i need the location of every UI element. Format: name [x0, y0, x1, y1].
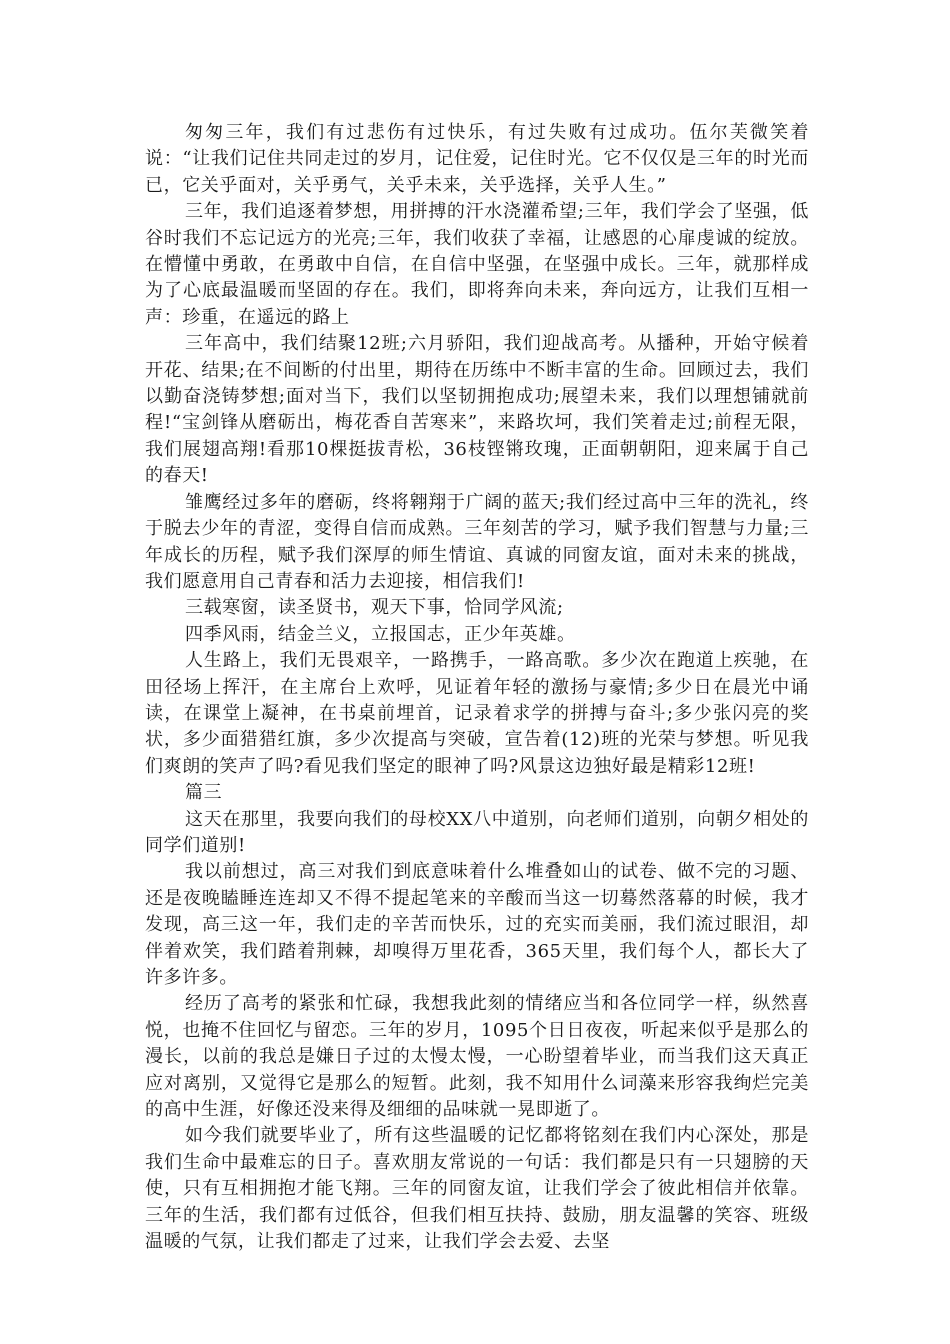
- couplet-line-2: 四季风雨，结金兰义，立报国志，正少年英雄。: [185, 623, 576, 645]
- paragraph-4: 雏鹰经过多年的磨砺，终将翱翔于广阔的蓝天;我们经过高中三年的洗礼，终于脱去少年的青涩，变得自信而成熟。三年刻苦的学习，赋予我们智慧与力量;三年成长的历程，赋予我们深厚的师生情谊、真诚的同窗友谊，面对未来的挑战，我们愿意用自己青春和活力去迎接，相信我们!: [145, 491, 809, 592]
- paragraph-8: 经历了高考的紧张和忙碌，我想我此刻的情绪应当和各位同学一样，纵然喜悦，也掩不住回忆与留恋。三年的岁月，1095个日日夜夜，听起来似乎是那么的漫长，以前的我总是嫌日子过的太慢太慢，一心盼望着毕业，而当我们这天真正应对离别，又觉得它是那么的短暂。此刻，我不知用什么词藻来形容我绚烂完美的高中生涯，好像还没来得及细细的品味就一晃即逝了。: [145, 993, 809, 1121]
- paragraph-9: 如今我们就要毕业了，所有这些温暖的记忆都将铭刻在我们内心深处，那是我们生命中最难忘的日子。喜欢朋友常说的一句话：我们都是只有一只翅膀的天使，只有互相拥抱才能飞翔。三年的同窗友谊，让我们学会了彼此相信并依靠。三年的生活，我们都有过低谷，但我们相互扶持、鼓励，朋友温馨的笑容、班级温暖的气氛，让我们都走了过来，让我们学会去爱、去坚: [145, 1125, 809, 1253]
- paragraph-1: 匆匆三年，我们有过悲伤有过快乐，有过失败有过成功。伍尔芙微笑着说：“让我们记住共同走过的岁月，记住爱，记住时光。它不仅仅是三年的时光而已，它关乎面对，关乎勇气，关乎未来，关乎选择，关乎人生。”: [145, 122, 809, 196]
- paragraph-7: 我以前想过，高三对我们到底意味着什么堆叠如山的试卷、做不完的习题、还是夜晚瞌睡连连却又不得不提起笔来的辛酸而当这一切蓦然落幕的时候，我才发现，高三这一年，我们走的辛苦而快乐，过的充实而美丽，我们流过眼泪，却伴着欢笑，我们踏着荆棘，却嗅得万里花香，365天里，我们每个人，都长大了许多许多。: [145, 861, 809, 988]
- paragraph-3: 三年高中，我们结聚12班;六月骄阳，我们迎战高考。从播种，开始守候着开花、结果;在不间断的付出里，期待在历练中不断丰富的生命。回顾过去，我们以勤奋浇铸梦想;面对当下，我们以坚韧拥抱成功;展望未来，我们以理想铺就前程!“宝剑锋从磨砺出，梅花香自苦寒来”，来路坎坷，我们笑着走过;前程无限，我们展翅高翔!看那10棵挺拔青松，36枝铿锵玫瑰，正面朝朝阳，迎来属于自己的春天!: [145, 333, 809, 487]
- document-page: [145, 120, 809, 1255]
- paragraph-5: 人生路上，我们无畏艰辛，一路携手，一路高歌。多少次在跑道上疾驰，在田径场上挥汗，在主席台上欢呼，见证着年轻的激扬与豪情;多少日在晨光中诵读，在课堂上凝神，在书桌前埋首，记录着求学的拼搏与奋斗;多少张闪亮的奖状，多少面猎猎红旗，多少次提高与突破，宣告着(12)班的光荣与梦想。听见我们爽朗的笑声了吗?看见我们坚定的眼神了吗?风景这边独好最是精彩12班!: [145, 650, 809, 777]
- paragraph-6: 这天在那里，我要向我们的母校XX八中道别，向老师们道别，向朝夕相处的同学们道别!: [145, 808, 809, 856]
- couplet-line-1: 三载寒窗，读圣贤书，观天下事，恰同学风流;: [185, 597, 564, 619]
- section-heading: 篇三: [185, 782, 223, 804]
- paragraph-2: 三年，我们追逐着梦想，用拼搏的汗水浇灌希望;三年，我们学会了坚强，低谷时我们不忘记远方的光亮;三年，我们收获了幸福，让感恩的心扉虔诚的绽放。在懵懂中勇敢，在勇敢中自信，在自信中坚强，在坚强中成长。三年，就那样成为了心底最温暖而坚固的存在。我们，即将奔向未来，奔向远方，让我们互相一声：珍重，在遥远的路上: [145, 201, 809, 328]
